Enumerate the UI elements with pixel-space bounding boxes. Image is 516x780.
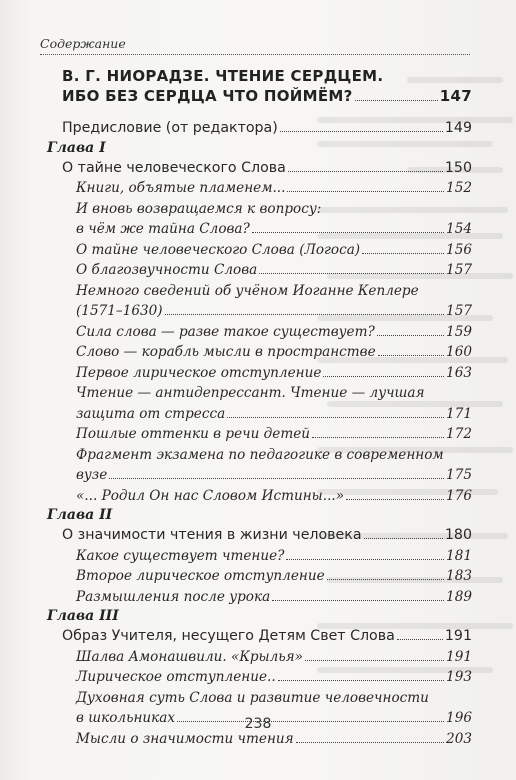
toc-entry-page: 181: [446, 547, 472, 564]
leader-dots: [346, 499, 444, 500]
toc-entry-page: 172: [446, 426, 472, 442]
toc-entry-page: 189: [446, 588, 472, 605]
toc-entry[interactable]: [62, 240, 472, 261]
toc-entry[interactable]: [62, 566, 472, 587]
toc-entry-label: Книги, объятые пламенем...: [76, 180, 286, 196]
toc-entry-label: защита от стресса: [76, 405, 226, 422]
toc-entry-label: Сила слова — разве такое существует?: [76, 323, 375, 340]
leader-dots: [165, 314, 444, 315]
chapter-heading-1: Глава I: [47, 139, 106, 156]
toc-entry-label: Пошлые оттенки в речи детей: [76, 426, 311, 442]
toc-entry[interactable]: [62, 342, 472, 363]
toc-entry-label: Слово — корабль мысли в пространстве: [76, 344, 376, 360]
toc-entry[interactable]: [62, 486, 472, 507]
running-head: Содержание: [40, 36, 126, 51]
toc-entry-label: Образ Учителя, несущего Детям Свет Слова: [62, 628, 395, 644]
header-rule: [40, 54, 470, 55]
toc-entry[interactable]: [62, 465, 472, 486]
toc-entry-page: 176: [446, 487, 472, 504]
toc-entry-page: 180: [444, 527, 472, 543]
leader-dots: [364, 538, 443, 539]
leader-dots: [272, 600, 444, 601]
toc-entry-label: Шалва Амонашвили. «Крылья»: [76, 648, 303, 665]
toc-entry-label: Предисловие (от редактора): [62, 120, 278, 136]
toc-entry-line-1: Чтение — антидепрессант. Чтение — лучшая: [76, 385, 425, 401]
toc-entry-line-1: Фрагмент экзамена по педагогике в современном: [76, 446, 444, 463]
toc-entry-page: 163: [446, 364, 472, 381]
toc-entry-page: 150: [444, 159, 472, 176]
section-title-line-1: В. Г. НИОРАДЗЕ. ЧТЕНИЕ СЕРДЦЕМ.: [62, 67, 384, 85]
toc-entry-line-1: Немного сведений об учёном Иоганне Кеплере: [76, 282, 419, 299]
toc-entry-label: Второе лирическое отступление: [76, 568, 325, 584]
toc-entry-label: «... Родил Он нас Словом Истины...»: [76, 487, 345, 504]
toc-entry-label: в чём же тайна Слова?: [76, 221, 250, 237]
section-title-text: ИБО БЕЗ СЕРДЦА ЧТО ПОЙМЁМ?: [62, 87, 353, 105]
leader-dots: [286, 559, 444, 560]
toc-entry-page: 149: [444, 120, 472, 136]
leader-dots: [397, 639, 443, 640]
toc-entry[interactable]: [62, 260, 472, 281]
toc-entry[interactable]: [62, 178, 472, 199]
toc-entry-chapter-1[interactable]: [62, 158, 472, 179]
leader-dots: [355, 100, 438, 101]
leader-dots: [227, 417, 444, 418]
toc-entry-page: 157: [446, 303, 472, 319]
toc-entry[interactable]: [62, 546, 472, 567]
leader-dots: [377, 335, 444, 336]
leader-dots: [362, 253, 444, 254]
chapter-heading-3: Глава III: [47, 608, 119, 624]
toc-entry-label: Размышления после урока: [76, 588, 271, 605]
toc-entry-page: 193: [446, 669, 472, 685]
toc-entry[interactable]: [62, 322, 472, 343]
leader-dots: [259, 273, 444, 274]
leader-dots: [327, 579, 444, 580]
toc-entry-page: 160: [446, 344, 472, 360]
toc-entry-chapter-2[interactable]: [62, 525, 472, 546]
toc-entry-label: вузе: [76, 467, 108, 483]
toc-entry-label: О тайне человеческого Слова (Логоса): [76, 241, 361, 258]
leader-dots: [252, 232, 444, 233]
chapter-heading-2: Глава II: [47, 507, 113, 523]
toc-entry-page: 157: [446, 262, 472, 278]
toc-entry[interactable]: [62, 587, 472, 608]
leader-dots: [305, 660, 444, 661]
toc-entry-page: 175: [446, 467, 472, 483]
section-title: [62, 66, 472, 106]
toc-entry-label: Какое существует чтение?: [76, 547, 285, 564]
toc-entry-chapter-3[interactable]: [62, 626, 472, 647]
toc-entry[interactable]: [62, 363, 472, 384]
toc-entry-preface[interactable]: [62, 118, 472, 139]
toc-entry-page: 159: [446, 323, 472, 340]
section-title-page: 147: [439, 87, 472, 105]
toc-entry-page: 156: [446, 241, 472, 258]
toc-entry-label: в школьниках: [76, 710, 176, 726]
leader-dots: [280, 131, 443, 132]
leader-dots: [312, 437, 444, 438]
toc-entry-page: 203: [446, 730, 472, 747]
toc-entry[interactable]: [62, 424, 472, 445]
toc-entry-page: 152: [446, 180, 472, 196]
toc-entry-label: Мысли о значимости чтения: [76, 730, 294, 747]
toc-entry-label: Первое лирическое отступление: [76, 364, 322, 381]
toc-entry-label: О значимости чтения в жизни человека: [62, 527, 362, 543]
toc-entry-page: 196: [446, 710, 472, 726]
page-number: 238: [244, 716, 272, 732]
toc-entry-page: 154: [446, 221, 472, 237]
toc-entry[interactable]: [62, 404, 472, 425]
leader-dots: [378, 355, 444, 356]
leader-dots: [109, 478, 444, 479]
section-title-line-2: [62, 86, 472, 106]
toc-entry-label: О тайне человеческого Слова: [62, 159, 286, 176]
toc-entry-line-1: Духовная суть Слова и развитие человечности: [76, 689, 429, 706]
toc-entry[interactable]: [62, 219, 472, 240]
toc-entry[interactable]: [62, 667, 472, 688]
toc-entry-page: 171: [446, 405, 472, 422]
leader-dots: [288, 171, 443, 172]
toc-entry-page: 191: [446, 648, 472, 665]
toc-entry-page: 183: [446, 568, 472, 584]
toc-entry-label: О благозвучности Слова: [76, 262, 258, 278]
toc-entry[interactable]: [62, 647, 472, 668]
leader-dots: [323, 376, 444, 377]
leader-dots: [296, 742, 444, 743]
leader-dots: [287, 191, 444, 192]
toc-entry[interactable]: [62, 301, 472, 322]
toc-entry-label: Лирическое отступление..: [76, 669, 276, 685]
leader-dots: [278, 680, 444, 681]
table-of-contents: [47, 66, 472, 749]
toc-entry-line-1: И вновь возвращаемся к вопросу:: [76, 200, 322, 217]
toc-entry-label: (1571–1630): [76, 303, 163, 319]
toc-entry-page: 191: [444, 628, 472, 644]
